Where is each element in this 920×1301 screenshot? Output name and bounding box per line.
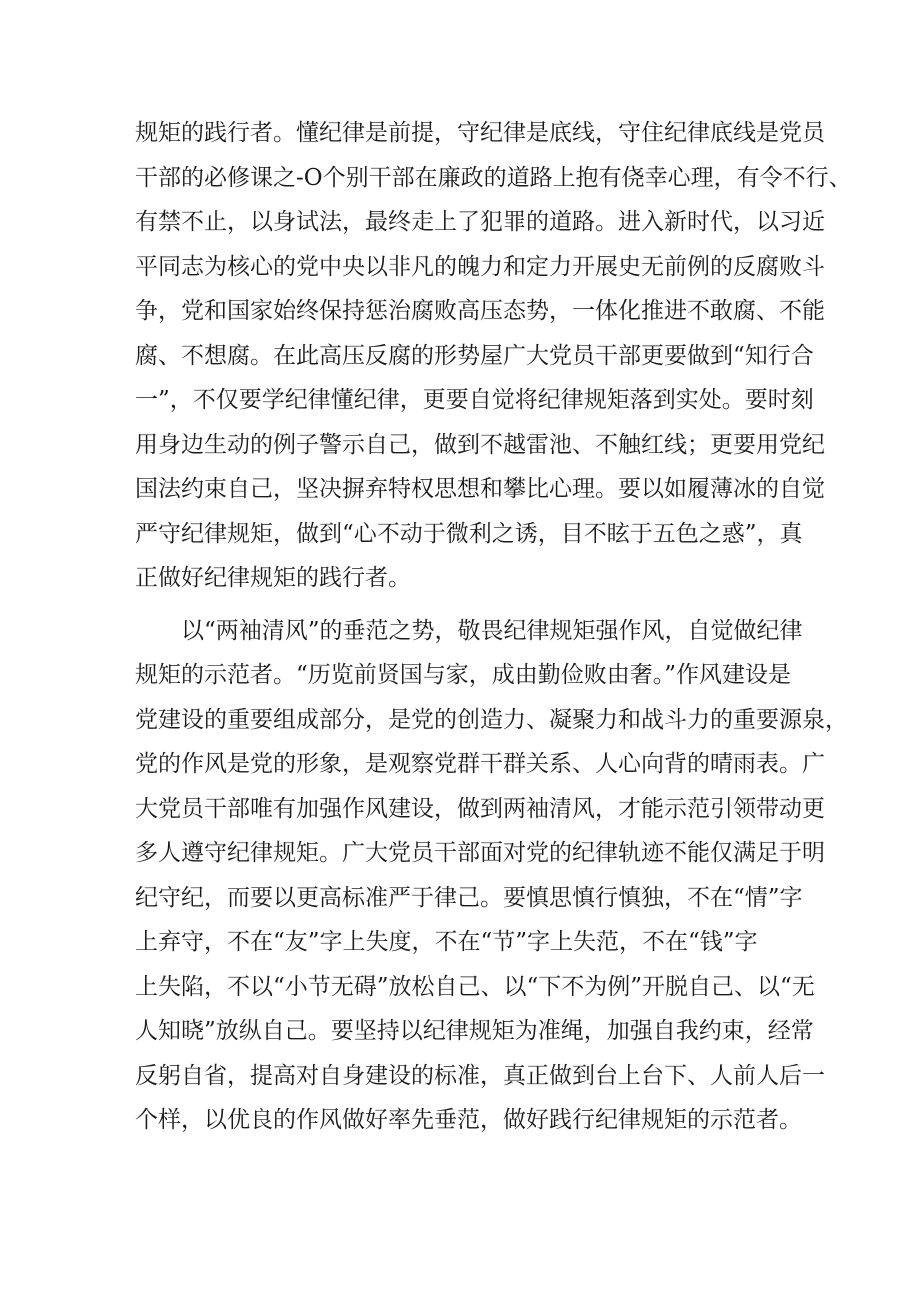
text-line: 规矩的践行者。懂纪律是前提，守纪律是底线，守住纪律底线是党员 xyxy=(135,120,825,146)
text-line: 大党员干部唯有加强作风建设，做到两袖清风，才能示范引领带动更 xyxy=(135,795,825,822)
text-line: 上失陷，不以“小节无碍”放松自己、以“下不为例”开脱自己、以“无 xyxy=(135,973,815,1000)
document-body xyxy=(135,111,852,1143)
text-line: 规矩的示范者。“历览前贤国与家，成由勤俭败由奢。”作风建设是 xyxy=(135,662,792,688)
text-line: 上弃守，不在“友”字上失度，不在“节”字上失范，不在“钱”字 xyxy=(135,929,758,955)
text-line: 用身边生动的例子警示自己，做到不越雷池、不触红线；更要用党纪 xyxy=(135,431,825,458)
text-line: 党建设的重要组成部分，是党的创造力、凝聚力和战斗力的重要源泉， xyxy=(135,706,848,733)
text-line: 多人遵守纪律规矩。广大党员干部面对党的纪律轨迹不能仅满足于明 xyxy=(135,840,825,866)
text-line: 一”，不仅要学纪律懂纪律，更要自觉将纪律规矩落到实处。要时刻 xyxy=(135,387,814,413)
text-line: 反躬自省，提高对自身建设的标准，真正做到台上台下、人前人后一 xyxy=(135,1062,825,1089)
text-line: 平同志为核心的党中央以非凡的魄力和定力开展史无前例的反腐败斗 xyxy=(135,253,825,280)
paragraph-start-line: 以“两袖清风”的垂范之势，敬畏纪律规矩强作风，自觉做纪律 xyxy=(181,617,803,644)
text-line: 干部的必修课之-O个别干部在廉政的道路上抱有侥幸心理，有令不行、 xyxy=(135,164,852,191)
text-line: 纪守纪，而要以更高标准严于律己。要慎思慎行慎独，不在“情”字 xyxy=(135,884,803,911)
text-line: 腐、不想腐。在此高压反腐的形势屋广大党员干部更要做到“知行合 xyxy=(135,342,814,369)
text-line: 国法约束自己，坚决摒弃特权思想和攀比心理。要以如履薄冰的自觉 xyxy=(135,476,825,502)
text-line: 党的作风是党的形象，是观察党群干群关系、人心向背的晴雨表。广 xyxy=(135,751,825,777)
text-line: 有禁不止，以身试法，最终走上了犯罪的道路。进入新时代，以习近 xyxy=(135,209,825,235)
text-line: 个样，以优良的作风做好率先垂范，做好践行纪律规矩的示范者。 xyxy=(135,1107,802,1133)
text-line: 正做好纪律规矩的践行者。 xyxy=(135,565,411,591)
text-line: 严守纪律规矩，做到“心不动于微利之诱，目不眩于五色之惑”，真 xyxy=(135,520,803,547)
text-line: 人知晓”放纵自己。要坚持以纪律规矩为准绳，加强自我约束，经常 xyxy=(135,1018,814,1044)
text-line: 争，党和国家始终保持惩治腐败高压态势，一体化推进不敢腐、不能 xyxy=(135,298,825,324)
